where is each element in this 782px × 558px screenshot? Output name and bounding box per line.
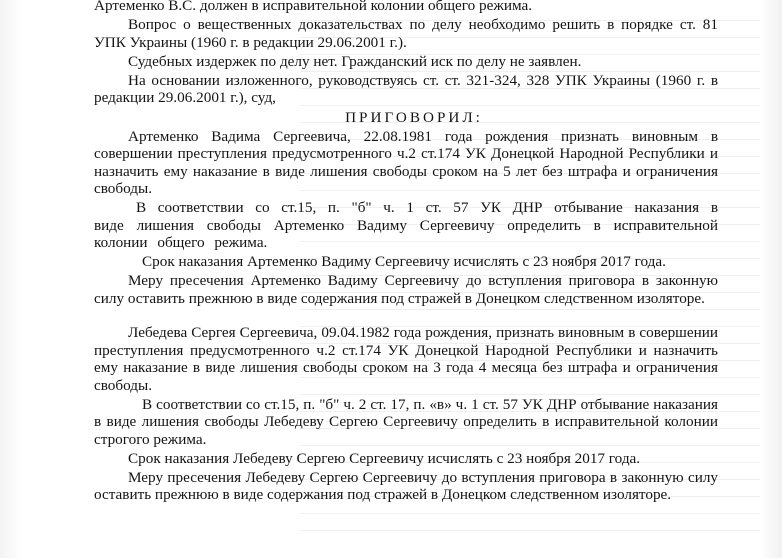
verdict-heading: ПРИГОВОРИЛ: [345, 108, 483, 126]
verdict-artemenko-guilty: Артеменко Вадима Сергеевича, 22.08.1981 года рождения признать виновным в совершении преступления предусмотренного ч.2 ст.174 УК Донецкой Народной Республики и назначить ему наказание в виде лишения свободы сроком на 5 лет без штрафа и ограничения свободы. [94, 127, 718, 198]
verdict-lebedev-term-start: Срок наказания Лебедеву Сергею Сергеевичу исчислять с 23 ноября 2017 года. [128, 449, 641, 467]
paragraph-legal-basis: На основании изложенного, руководствуясь ст. ст. 321-324, 328 УПК Украины (1960 г. в редакции 29.06.2001 г.), суд, [94, 72, 718, 107]
paragraph-detention-regime: Артеменко В.С. должен в исправительной колонии общего режима. [94, 0, 533, 14]
verdict-lebedev-colony: В соответствии со ст.15, п. "б" ч. 2 ст. 17, п. «в» ч. 1 ст. 57 УК ДНР отбывание наказания в виде лишения свободы Лебедеву Сергею Сергеевичу определить в исправительной колонии строгого режима. [94, 395, 718, 448]
paragraph-costs-civil-claim: Судебных издержек по делу нет. Гражданский иск по делу не заявлен. [128, 52, 582, 70]
verdict-artemenko-colony: В соответствии со ст.15, п. "б" ч. 1 ст. 57 УК ДНР отбывание наказания в виде лишения свободы Артеменко Вадиму Сергеевичу определить в исправительной колонии общего режима. [94, 199, 718, 252]
verdict-artemenko-term-start: Срок наказания Артеменко Вадиму Сергеевичу исчислять с 23 ноября 2017 года. [142, 253, 666, 271]
verdict-artemenko-custody: Меру пресечения Артеменко Вадиму Сергеевичу до вступления приговора в законную силу оставить прежнюю в виде содержания под стражей в Донецком следственном изоляторе. [94, 272, 718, 307]
verdict-lebedev-guilty: Лебедева Сергея Сергеевича, 09.04.1982 года рождения, признать виновным в совершении преступления предусмотренного ч.2 ст.174 УК Донецкой Народной Республики и назначить ему наказание в виде лишения свободы сроком на 3 года 4 месяца без штрафа и ограничения свободы. [94, 324, 718, 394]
paragraph-evidence: Вопрос о вещественных доказательствах по делу необходимо решить в порядке ст. 81 УПК Украины (1960 г. в редакции 29.06.2001 г.). [94, 16, 718, 51]
verdict-lebedev-custody: Меру пресечения Лебедеву Сергею Сергеевичу до вступления приговора в законную силу оставить прежнюю в виде содержания под стражей в Донецком следственном изоляторе. [94, 468, 718, 504]
document-body [94, 0, 718, 506]
